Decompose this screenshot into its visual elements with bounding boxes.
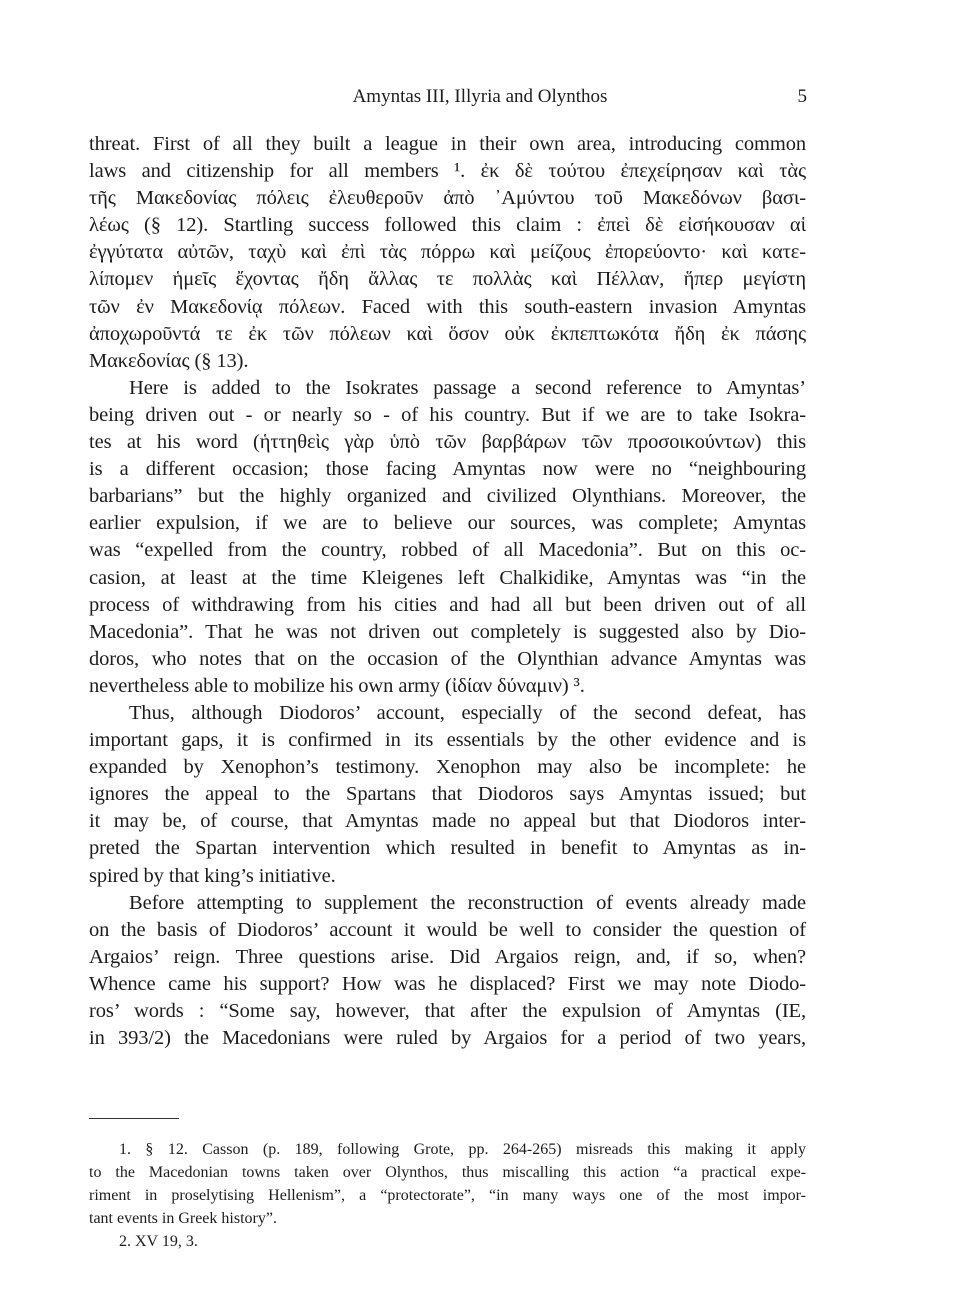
- text-line: preted the Spartan intervention which resulted in benefit to Amyntas as in-: [89, 837, 806, 860]
- footnote-divider: [89, 1118, 179, 1119]
- text-line: Whence came his support? How was he displaced? First we may note Diodo-: [89, 972, 806, 995]
- text-line: Here is added to the Isokrates passage a second reference to Amyntas’: [129, 376, 806, 399]
- footnotes: [89, 1138, 806, 1253]
- text-line: ros’ words : “Some say, however, that after the expulsion of Amyntas (IE,: [89, 1000, 806, 1022]
- text-line: expanded by Xenophon’s testimony. Xenophon may also be incomplete: he: [89, 756, 806, 779]
- text-line: Thus, although Diodoros’ account, especially of the second defeat, has: [129, 701, 806, 724]
- text-line: λίπομεν ἡμεῖς ἔχοντας ἤδη ἄλλας τε πολλὰς καὶ Πέλλαν, ἥπερ μεγίστη: [89, 268, 806, 291]
- text-line: important gaps, it is confirmed in its essentials by the other evidence and is: [89, 729, 806, 752]
- body-text: [89, 131, 806, 1052]
- footnote-line: 1. § 12. Casson (p. 189, following Grote, pp. 264-265) misreads this making it apply: [119, 1141, 806, 1158]
- text-line: earlier expulsion, if we are to believe our sources, was complete; Amyntas: [89, 512, 806, 535]
- text-line: spired by that king’s initiative.: [89, 864, 336, 887]
- text-line: Before attempting to supplement the reconstruction of events already made: [129, 891, 806, 914]
- text-line: τῆς Μακεδονίας πόλεις ἐλευθεροῦν ἀπὸ ᾿Αμύντου τοῦ Μακεδόνων βασι-: [89, 187, 806, 210]
- text-line: nevertheless able to mobilize his own army (ἰδίαν δύναμιν) ³.: [89, 674, 585, 697]
- footnote-line: riment in proselytising Hellenism”, a “protectorate”, “in many ways one of the most impor-: [89, 1187, 806, 1204]
- text-line: on the basis of Diodoros’ account it would be well to consider the question of: [89, 918, 806, 941]
- text-line: process of withdrawing from his cities and had all but been driven out of all: [89, 593, 806, 616]
- text-line: casion, at least at the time Kleigenes left Chalkidike, Amyntas was “in the: [89, 566, 806, 589]
- text-line: Μακεδονίας (§ 13).: [89, 349, 249, 372]
- footnote-line: to the Macedonian towns taken over Olynthos, thus miscalling this action “a practical expe-: [89, 1164, 806, 1181]
- text-line: doros, who notes that on the occasion of the Olynthian advance Amyntas was: [89, 647, 806, 670]
- page-number: 5: [797, 86, 807, 107]
- text-line: τῶν ἐν Μακεδονίᾳ πόλεων. Faced with this south-eastern invasion Amyntas: [89, 295, 806, 318]
- text-line: λέως (§ 12). Startling success followed this claim : ἐπεὶ δὲ εἰσήκουσαν αἱ: [89, 214, 806, 237]
- text-line: threat. First of all they built a league in their own area, introducing common: [89, 133, 806, 155]
- text-line: is a different occasion; those facing Amyntas now were no “neighbouring: [89, 458, 806, 481]
- text-line: ignores the appeal to the Spartans that Diodoros says Amyntas issued; but: [89, 783, 806, 806]
- text-line: it may be, of course, that Amyntas made no appeal but that Diodoros inter-: [89, 810, 806, 833]
- footnote-line: 2. XV 19, 3.: [119, 1233, 198, 1250]
- text-line: laws and citizenship for all members ¹. ἐκ δὲ τούτου ἐπεχείρησαν καὶ τὰς: [89, 160, 806, 183]
- text-line: ἐγγύτατα αὐτῶν, ταχὺ καὶ ἐπὶ τὰς πόρρω καὶ μείζους ἐπορεύοντο· καὶ κατε-: [89, 241, 806, 264]
- footnote-line: tant events in Greek history”.: [89, 1210, 277, 1227]
- text-line: Macedonia”. That he was not driven out completely is suggested also by Dio-: [89, 620, 806, 643]
- text-line: being driven out - or nearly so - of his country. But if we are to take Isokra-: [89, 403, 806, 426]
- running-header: [0, 84, 960, 110]
- text-line: tes at his word (ἡττηθεὶς γὰρ ὑπὸ τῶν βαρβάρων τῶν προσοικούντων) this: [89, 431, 806, 454]
- text-line: in 393/2) the Macedonians were ruled by Argaios for a period of two years,: [89, 1027, 806, 1050]
- text-line: Argaios’ reign. Three questions arise. Did Argaios reign, and, if so, when?: [89, 945, 806, 968]
- text-line: barbarians” but the highly organized and civilized Olynthians. Moreover, the: [89, 485, 806, 508]
- text-line: ἀποχωροῦντά τε ἐκ τῶν πόλεων καὶ ὅσον οὐκ ἐκπεπτωκότα ἤδη ἐκ πάσης: [89, 322, 806, 345]
- text-line: was “expelled from the country, robbed of all Macedonia”. But on this oc-: [89, 539, 806, 562]
- running-title: Amyntas III, Illyria and Olynthos: [352, 86, 608, 107]
